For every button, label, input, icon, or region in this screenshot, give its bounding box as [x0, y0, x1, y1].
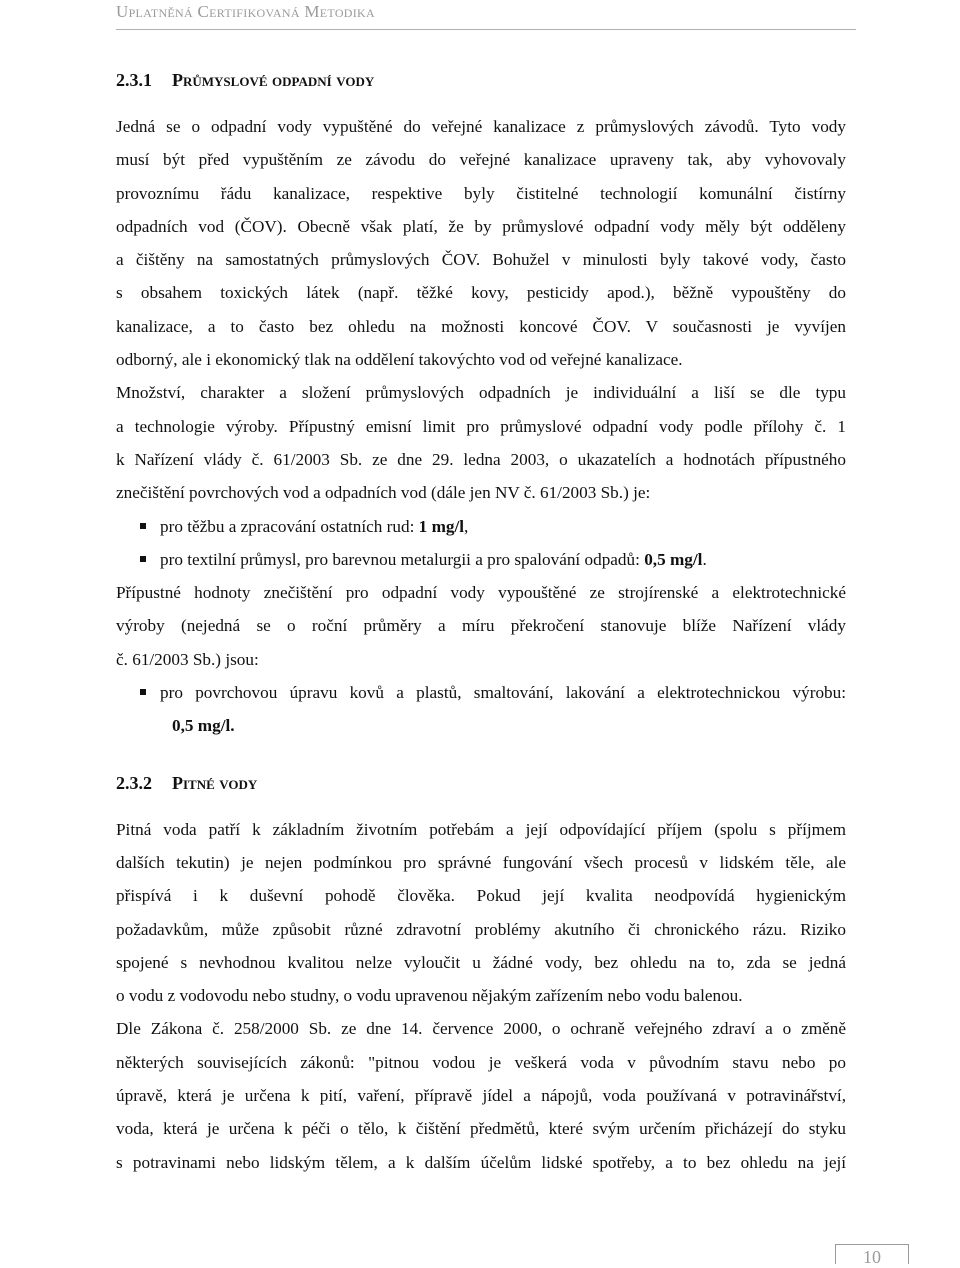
- text-line: č. 61/2003 Sb.) jsou:: [116, 649, 259, 669]
- section-title: Pitné vody: [172, 772, 258, 793]
- square-bullet-icon: [140, 556, 146, 562]
- text-line: Množství, charakter a složení průmyslových odpadních je individuální a liší se dle typu: [116, 383, 846, 403]
- text-line: znečištění povrchových vod a odpadních vod (dále jen NV č. 61/2003 Sb.) je:: [116, 483, 651, 503]
- text-line: voda, která je určena k péči o tělo, k čištění předmětů, které svým určením přicházejí do styku: [116, 1119, 846, 1139]
- section-number: 2.3.1: [116, 70, 152, 90]
- square-bullet-icon: [140, 689, 146, 695]
- page-content: [116, 64, 846, 1179]
- text-line: odpadních vod (ČOV). Obecně však platí, že by průmyslové odpadní vody měly být odděleny: [116, 216, 846, 236]
- list-item-value: 1 mg/l: [418, 516, 465, 536]
- text-line: některých souvisejících zákonů: "pitnou vodou je veškerá voda v původním stavu nebo po: [116, 1052, 846, 1072]
- text-line: musí být před vypuštěním ze závodu do veřejné kanalizace upraveny tak, aby vyhovovaly: [116, 150, 846, 170]
- text-line: provoznímu řádu kanalizace, respektive byly čistitelné technologií komunální čistírny: [116, 183, 846, 203]
- text-line: a technologie výroby. Přípustný emisní limit pro průmyslové odpadní vody podle přílohy č. 1: [116, 416, 846, 436]
- section-heading-2-3-2: [116, 767, 846, 800]
- list-item: [116, 543, 846, 576]
- list-item-text: pro textilní průmysl, pro barevnou metalurgii a pro spalování odpadů:: [160, 549, 645, 569]
- text-line: přispívá i k duševní pohodě člověka. Pokud její kvalita neodpovídá hygienickým: [116, 886, 846, 906]
- list-item-text: pro těžbu a zpracování ostatních rud:: [160, 516, 419, 536]
- running-header: Uplatněná Certifikovaná Metodika: [116, 2, 375, 21]
- section-heading-2-3-1: [116, 64, 846, 97]
- list-item-value: 0,5 mg/l.: [172, 716, 235, 736]
- square-bullet-icon: [140, 523, 146, 529]
- header-divider: [116, 29, 856, 30]
- text-line: a čištěny na samostatných průmyslových ČOV. Bohužel v minulosti byly takové vody, často: [116, 250, 846, 270]
- text-line: dalších tekutin) je nejen podmínkou pro správné fungování všech procesů v lidském těle, ale: [116, 852, 846, 872]
- text-line: výroby (nejedná se o roční průměry a míru překročení stanovuje blíže Nařízení vlády: [116, 616, 846, 636]
- text-line: Jedná se o odpadní vody vypuštěné do veřejné kanalizace z průmyslových závodů. Tyto vody: [116, 117, 846, 136]
- list-item-value: 0,5 mg/l: [644, 549, 703, 569]
- page-number: 10: [863, 1247, 881, 1267]
- section-number: 2.3.2: [116, 772, 152, 793]
- text-line: s potravinami nebo lidským tělem, a k dalším účelům lidské spotřeby, a to bez ohledu na její: [116, 1152, 846, 1172]
- list-item-suffix: .: [702, 549, 707, 569]
- text-line: kanalizace, a to často bez ohledu na možnosti koncové ČOV. V současnosti je vyvíjen: [116, 316, 846, 336]
- text-line: Dle Zákona č. 258/2000 Sb. ze dne 14. července 2000, o ochraně veřejného zdraví a o změně: [116, 1019, 846, 1039]
- text-line: s obsahem toxických látek (např. těžké kovy, pesticidy apod.), běžně vypouštěny do: [116, 283, 846, 303]
- text-line: odborný, ale i ekonomický tlak na oddělení takovýchto vod od veřejné kanalizace.: [116, 350, 683, 370]
- text-line: o vodu z vodovodu nebo studny, o vodu upravenou nějakým zařízením nebo vodu balenou.: [116, 986, 743, 1006]
- list-item-suffix: ,: [464, 516, 469, 536]
- paragraph-law: [116, 1012, 846, 1178]
- page-number-box: [835, 1244, 909, 1267]
- text-line: úpravě, která je určena k pití, vaření, přípravě jídel a nápojů, voda používaná v potravinářství,: [116, 1086, 846, 1106]
- paragraph-engineering: [116, 576, 846, 676]
- text-line: požadavkům, může způsobit různé zdravotní problémy akutního či chronického rázu. Riziko: [116, 919, 846, 939]
- list-item: [116, 676, 846, 709]
- list-item: [116, 510, 846, 543]
- text-line: Pitná voda patří k základním životním potřebám a její odpovídající příjem (spolu s příjmem: [116, 819, 846, 839]
- text-line: k Nařízení vlády č. 61/2003 Sb. ze dne 29. ledna 2003, o ukazatelích a hodnotách přípustného: [116, 449, 846, 469]
- text-line: spojené s nevhodnou kvalitou nelze vyloučit u žádné vody, bez ohledu na to, zda se jedná: [116, 952, 846, 972]
- text-line: Přípustné hodnoty znečištění pro odpadní vody vypouštěné ze strojírenské a elektrotechnické: [116, 583, 846, 603]
- paragraph-intro: [116, 110, 846, 376]
- paragraph-limits: [116, 376, 846, 509]
- section-title: Průmyslové odpadní vody: [172, 70, 375, 90]
- paragraph-drinking-water: [116, 813, 846, 1013]
- list-item-text: pro povrchovou úpravu kovů a plastů, smaltování, lakování a elektrotechnickou výrobu:: [160, 683, 846, 703]
